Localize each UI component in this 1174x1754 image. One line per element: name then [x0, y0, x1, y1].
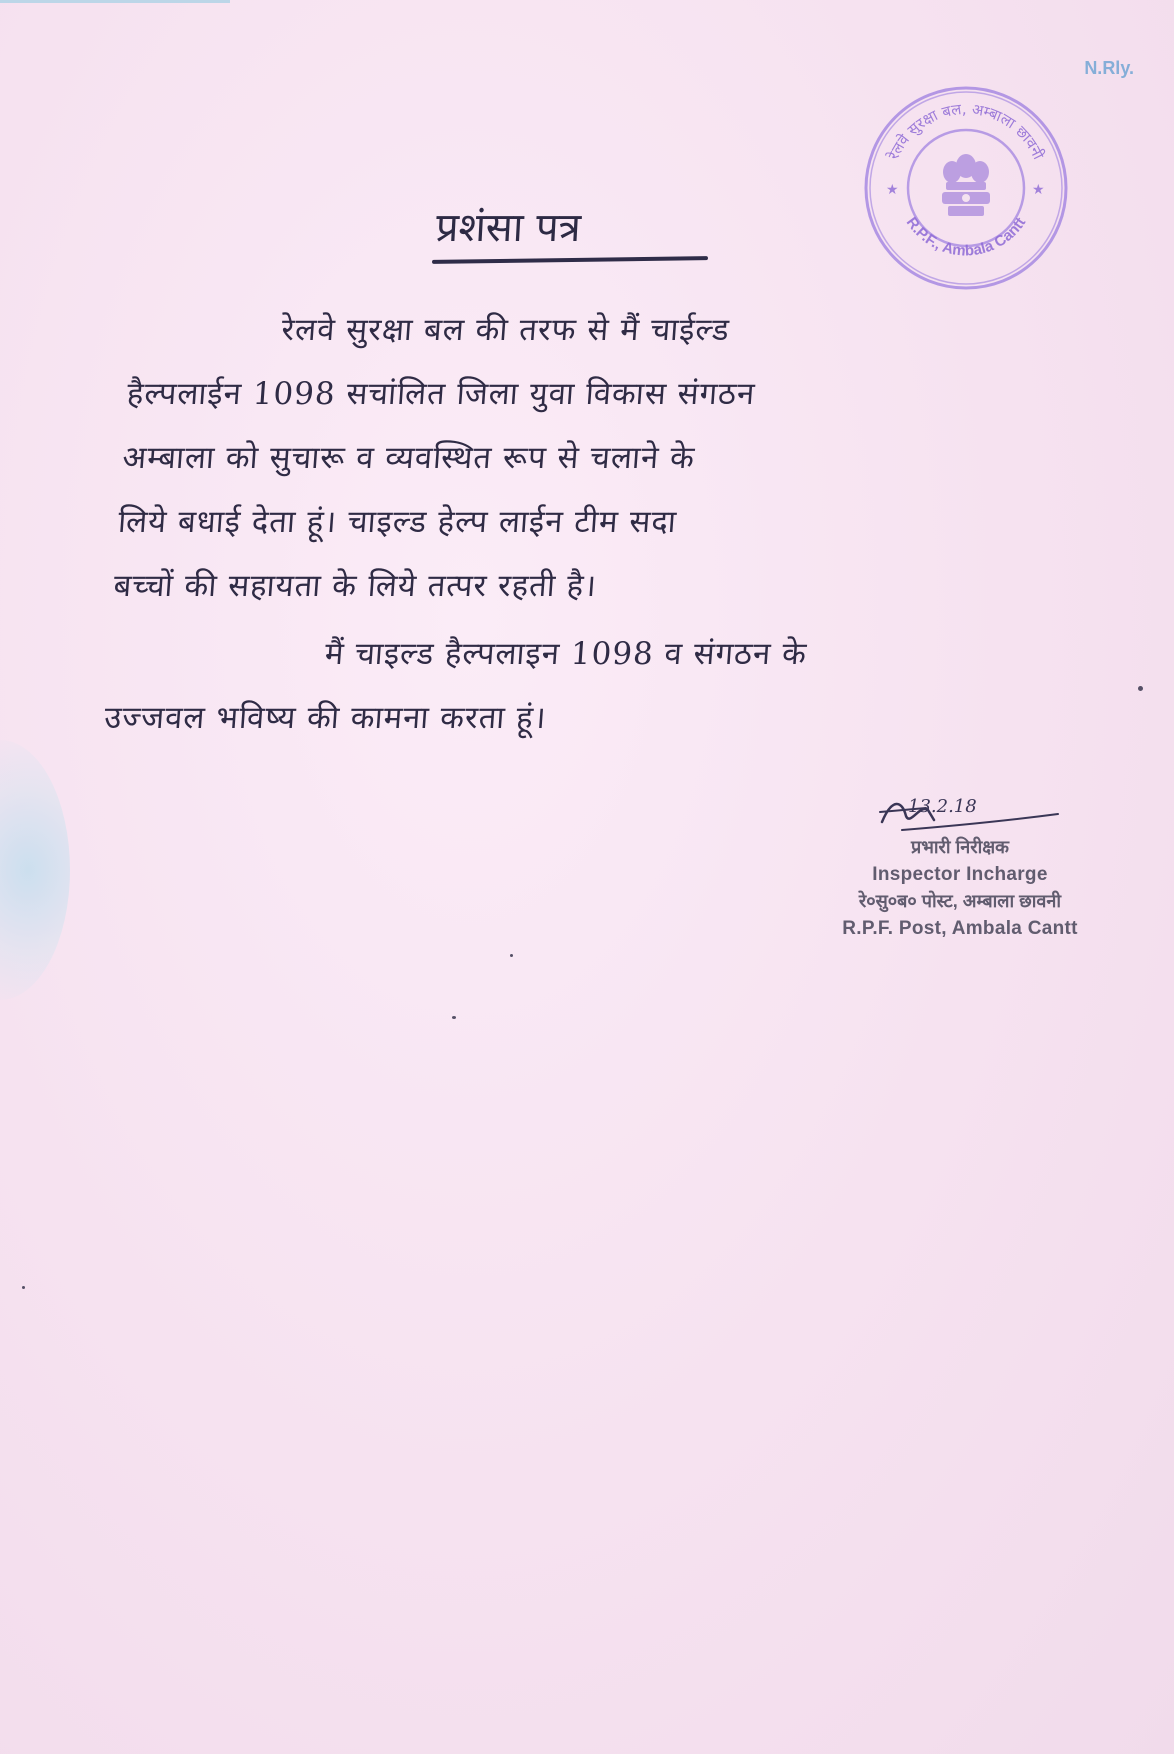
seal-star-right: ★: [1032, 182, 1045, 198]
body-line: लिये बधाई देता हूं। चाइल्ड हेल्प लाईन टीम सदा: [116, 504, 679, 540]
stamp-post-hindi: रे०सु०ब० पोस्ट, अम्बाला छावनी: [858, 891, 1062, 911]
signature-date: 13.2.18: [908, 796, 977, 817]
stamp-post-english: R.P.F. Post, Ambala Cantt: [842, 918, 1078, 939]
paper-speck: [1138, 686, 1143, 691]
seal-text-bottom: R.P.F., Ambala Cantt: [902, 214, 1030, 260]
paper-speck: [452, 1016, 456, 1019]
edge-stain: [0, 740, 70, 1000]
stamp-designation-english: Inspector Incharge: [872, 864, 1048, 885]
national-emblem-icon: [942, 154, 990, 216]
body-line: बच्चों की सहायता के लिये तत्पर रहती है।: [112, 568, 599, 604]
body-line: मैं चाइल्ड हैल्पलाइन 1098 व संगठन के: [323, 636, 809, 672]
body-line: अम्बाला को सुचारू व व्यवस्थित रूप से चलाने के: [121, 440, 697, 476]
body-line: उज्जवल भविष्य की कामना करता हूं।: [103, 700, 548, 736]
body-line: हैल्पलाईन 1098 सचांलित जिला युवा विकास संगठन: [125, 376, 757, 412]
officer-stamp: [800, 834, 1120, 942]
railway-corner-mark: N.Rly.: [1084, 58, 1134, 78]
rpf-seal: [862, 84, 1070, 292]
seal-star-left: ★: [886, 182, 899, 198]
title-underline: [432, 256, 708, 264]
body-line: रेलवे सुरक्षा बल की तरफ से मैं चाईल्ड: [280, 312, 731, 348]
stamp-designation-hindi: प्रभारी निरीक्षक: [911, 837, 1009, 857]
seal-text-top: रेलवे सुरक्षा बल, अम्बाला छावनी: [884, 99, 1048, 163]
document-title: प्रशंसा पत्र: [434, 205, 582, 251]
svg-text:रेलवे सुरक्षा बल, अम्बाला छावन: [884, 100, 1048, 163]
letter-body: [102, 298, 1104, 750]
paper-speck: [510, 954, 513, 957]
top-edge-mark: [0, 0, 230, 3]
paper-speck: [22, 1286, 25, 1289]
svg-text:R.P.F., Ambala Cantt: [903, 214, 1030, 259]
